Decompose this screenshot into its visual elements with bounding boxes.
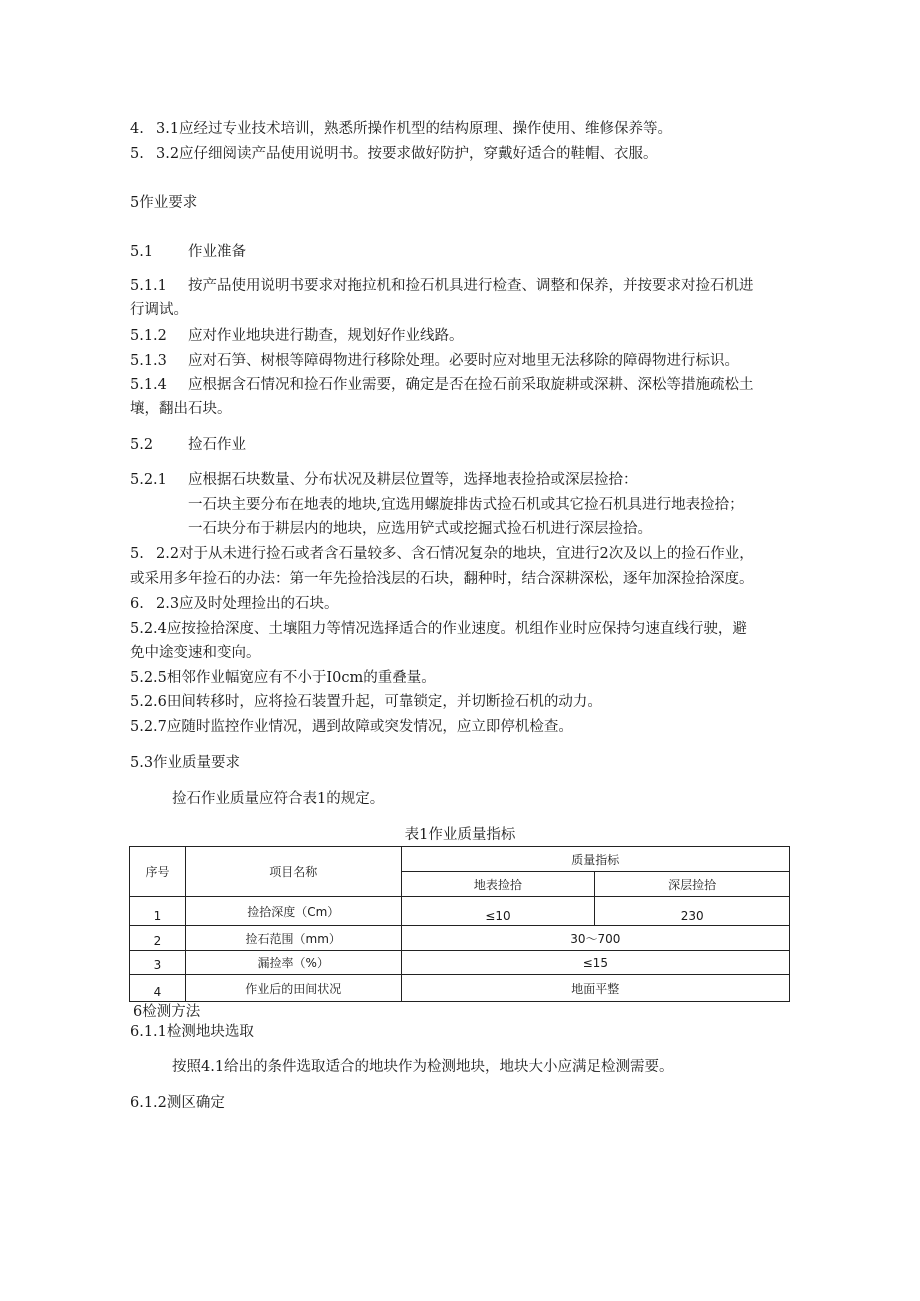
clause-5-2-3: 6. 2.3应及时处理捡出的石块。 [130,596,339,612]
clause-5-2-6: 5.2.6田间转移时，应将捡石装置升起，可靠锁定，并切断捡石机的动力。 [130,694,602,710]
section-6-1-2-heading: 6.1.2测区确定 [130,1095,225,1111]
table-row [130,897,790,926]
section-6-heading: 6检测方法 [133,1004,201,1020]
row-seq: 3 [130,951,186,975]
section-6-1-1-heading: 6.1.1检测地块选取 [130,1024,254,1040]
header-quality: 质量指标 [401,847,789,872]
header-deep: 深层捡拾 [595,872,790,897]
section-5-3-text: 捡石作业质量应符合表1的规定。 [172,791,385,807]
clause-5-1-4-cont: 壤，翻出石块。 [130,401,232,417]
section-6-1-1-text: 按照4.1给出的条件选取适合的地块作为检测地块，地块大小应满足检测需要。 [172,1059,674,1075]
clause-4-3-2: 5. 3.2应仔细阅读产品使用说明书。按要求做好防护，穿戴好适合的鞋帽、衣服。 [130,146,658,162]
clause-5-2-7: 5.2.7应随时监控作业情况，遇到故障或突发情况，应立即停机检查。 [130,719,573,735]
table-row [130,926,790,951]
row-surface: ≤10 [401,897,595,926]
clause-5-1-1: 5.1.1 按产品使用说明书要求对拖拉机和捡石机具进行检查、调整和保养，并按要求对捡石机进 [130,278,754,294]
row-deep: 230 [595,897,790,926]
row-merged-value: 地面平整 [401,975,789,1002]
header-surface: 地表捡拾 [401,872,595,897]
clause-5-1-1-cont: 行调试。 [130,302,188,318]
row-item: 漏捡率（%） [185,951,401,975]
row-item: 捡拾深度（Cm） [185,897,401,926]
clause-5-2-1-dash-1: 一石块主要分布在地表的地块,宜选用螺旋排齿式捡石机或其它捡石机具进行地表捡拾； [188,497,744,513]
clause-5-2-4: 5.2.4应按捡拾深度、土壤阻力等情况选择适合的作业速度。机组作业时应保持匀速直线行驶，避 [130,621,747,637]
row-seq: 2 [130,926,186,951]
header-item: 项目名称 [185,847,401,897]
header-seq: 序号 [130,847,186,897]
clause-5-1-3: 5.1.3 应对石笋、树根等障碍物进行移除处理。必要时应对地里无法移除的障碍物进行标识。 [130,353,739,369]
section-5-heading: 5作业要求 [130,195,198,211]
section-5-1-heading: 5.1 作业准备 [130,244,246,260]
table-row [130,951,790,975]
section-5-2-heading: 5.2 捡石作业 [130,437,246,453]
clause-5-2-5: 5.2.5相邻作业幅宽应有不小于I0cm的重叠量。 [130,670,436,686]
clause-5-1-2: 5.1.2 应对作业地块进行勘查，规划好作业线路。 [130,328,464,344]
clause-5-2-2: 5. 2.2对于从未进行捡石或者含石量较多、含石情况复杂的地块，宜进行2次及以上的捡石作业， [130,546,754,562]
clause-5-2-4-cont: 免中途变速和变向。 [130,645,261,661]
clause-4-3-1: 4. 3.1应经过专业技术培训，熟悉所操作机型的结构原理、操作使用、维修保养等。 [130,121,673,137]
row-item: 捡石范围（mm） [185,926,401,951]
quality-table [129,846,790,1002]
clause-5-2-2-cont: 或采用多年捡石的办法：第一年先捡拾浅层的石块，翻种时，结合深耕深松，逐年加深捡拾深度。 [130,571,754,587]
clause-5-2-1: 5.2.1 应根据石块数量、分布状况及耕层位置等，选择地表捡拾或深层捡拾： [130,472,638,488]
row-seq: 4 [130,975,186,1002]
table-caption: 表1作业质量指标 [404,827,516,843]
row-item: 作业后的田间状况 [185,975,401,1002]
section-5-3-heading: 5.3作业质量要求 [130,755,241,771]
clause-5-2-1-dash-2: 一石块分布于耕层内的地块，应选用铲式或挖掘式捡石机进行深层捡拾。 [188,521,652,537]
row-merged-value: 30～700 [401,926,789,951]
clause-5-1-4: 5.1.4 应根据含石情况和捡石作业需要，确定是否在捡石前采取旋耕或深耕、深松等措施疏松土 [130,377,754,393]
table-row [130,975,790,1002]
row-seq: 1 [130,897,186,926]
row-merged-value: ≤15 [401,951,789,975]
